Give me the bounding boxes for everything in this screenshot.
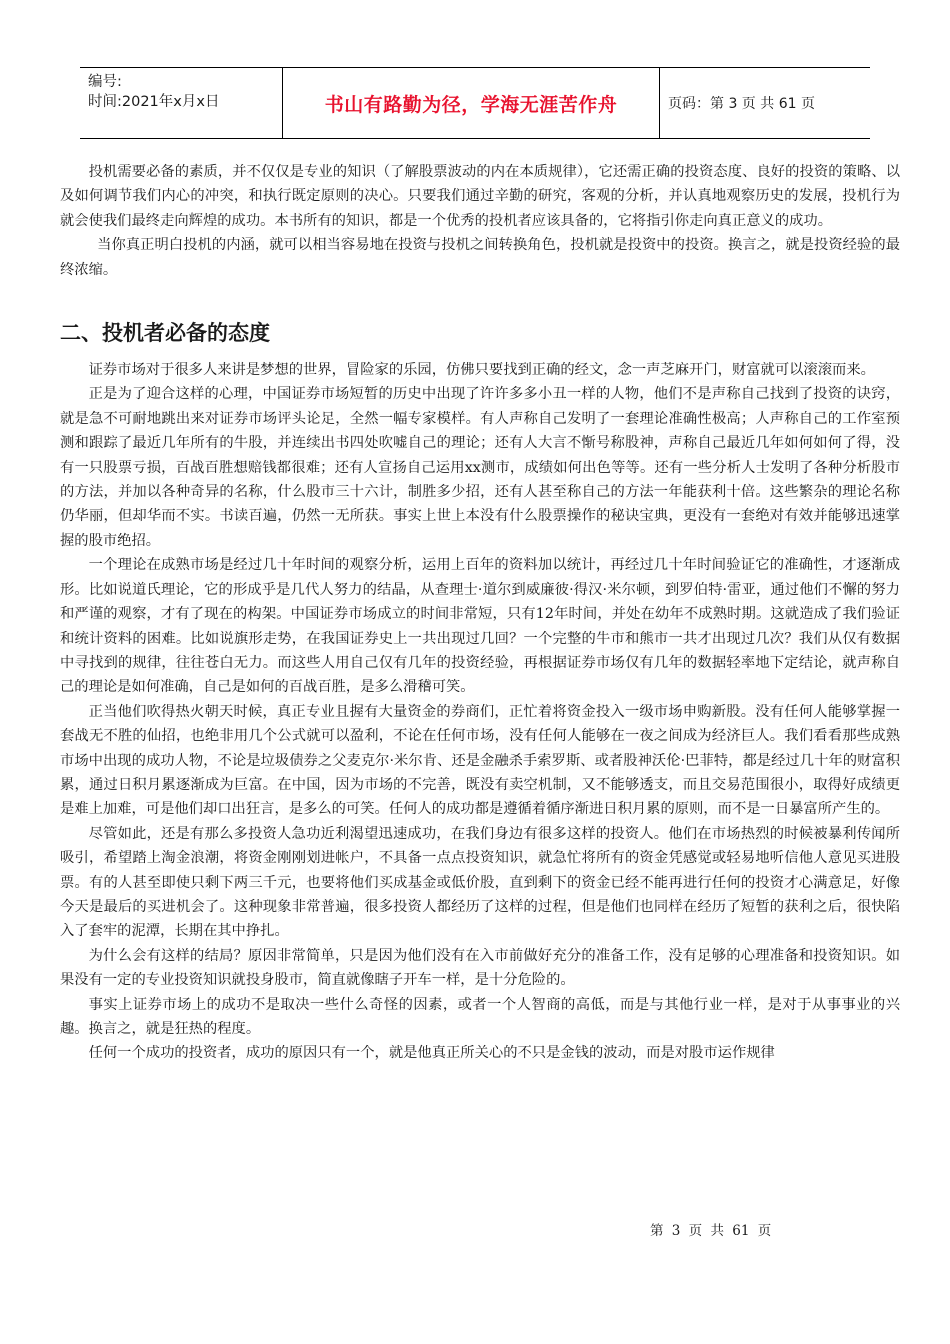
document-number-label: 编号: (88, 74, 122, 90)
paragraph: 当你真正明白投机的内涵，就可以相当容易地在投资与投机之间转换角色，投机就是投资中的投资。换言之，就是投资经验的最终浓缩。 (60, 237, 900, 278)
section-heading: 二、投机者必备的态度 (60, 321, 270, 346)
paragraph: 投机需要必备的素质，并不仅仅是专业的知识（了解股票波动的内在本质规律），它还需正确的投资态度、良好的投资的策略、以及如何调节我们内心的冲突，和执行既定原则的决心。只要我们通过辛勤的研究，客观的分析，并认真地观察历史的发展，投机行为就会使我们最终走向辉煌的成功。本书所有的知识，都是一个优秀的投机者应该具备的，它将指引你走向真正意义的成功。 (60, 164, 900, 229)
paragraph: 正当他们吹得热火朝天时候，真正专业且握有大量资金的券商们，正忙着将资金投入一级市场申购新股。没有任何人能够掌握一套战无不胜的仙招，也绝非用几个公式就可以盈利，不论在任何市场，没有任何人能够在一夜之间成为经济巨人。我们看看那些成熟市场中出现的成功人物，不论是垃圾债券之父麦克尔·米尔肯、还是金融杀手索罗斯、或者股神沃伦·巴菲特，都是经过几十年的财富积累，通过日积月累逐渐成为巨富。在中国，因为市场的不完善，既没有卖空机制，又不能够透支，而且交易范围很小，取得好成绩更是难上加难，可是他们却口出狂言，是多么的可笑。任何人的成功都是遵循着循序渐进日积月累的原则，而不是一日暴富所产生的。 (60, 703, 900, 818)
document-date-label: 时间:2021年x月x日 (88, 94, 220, 110)
paragraph: 为什么会有这样的结局？原因非常简单，只是因为他们没有在入市前做好充分的准备工作，没有足够的心理准备和投资知识。如果没有一定的专业投资知识就投身股市，简直就像瞎子开车一样，是十分危险的。 (60, 947, 900, 989)
header-meta (80, 68, 282, 138)
paragraph: 正是为了迎合这样的心理，中国证券市场短暂的历史中出现了许许多多小丑一样的人物，他们不是声称自己找到了投资的诀窍，就是急不可耐地跳出来对证券市场评头论足，全然一幅专家模样。有人声称自己发明了一套理论准确性极高；人声称自己的工作室预测和跟踪了最近几年所有的牛股，并连续出书四处吹嘘自己的理论；还有人大言不惭号称股神，声称自己最近几年如何如何了得，没有一只股票亏损，百战百胜想赔钱都很难；还有人宣扬自己运用xx测市，成绩如何出色等等。还有一些分析人士发明了各种分析股市的方法，并加以各种奇异的名称，什么股市三十六计，制胜多少招，还有人甚至称自己的方法一年能获利十倍。这些繁杂的理论名称仍华丽，但却华而不实。书读百遍，仍然一无所获。事实上世上本没有什么股票操作的秘诀宝典，更没有一套绝对有效并能够迅速掌握的股市绝招。 (60, 386, 900, 549)
paragraph: 尽管如此，还是有那么多投资人急功近利渴望迅速成功，在我们身边有很多这样的投资人。他们在市场热烈的时候被暴利传闻所吸引，希望踏上淘金浪潮，将资金刚刚划进帐户，不具备一点点投资知识，就急忙将所有的资金凭感觉或轻易地听信他人意见买进股票。有的人甚至即使只剩下两三千元，也要将他们买成基金或低价股，直到剩下的资金已经不能再进行任何的投资才心满意足，好像今天是最后的买进机会了。这种现象非常普遍，很多投资人都经历了这样的过程，但是他们也同样在经历了短暂的获利之后，很快陷入了套牢的泥潭，长期在其中挣扎。 (60, 825, 900, 940)
paragraph: 一个理论在成熟市场是经过几十年时间的观察分析，运用上百年的资料加以统计，再经过几十年时间验证它的准确性，才逐渐成形。比如说道氏理论，它的形成乎是几代人努力的结晶，从查理士·道尔到威廉彼·得汉·米尔顿，到罗伯特·雷亚，通过他们不懈的努力和严谨的观察，才有了现在的构架。中国证券市场成立的时间非常短，只有12年时间，并处在幼年不成熟时期。这就造成了我们验证和统计资料的困难。比如说旗形走势，在我国证券史上一共出现过几回？一个完整的牛市和熊市一共才出现过几次？我们从仅有数据中寻找到的规律，往往苍白无力。而这些人用自己仅有几年的投资经验，再根据证券市场仅有几年的数据轻率地下定结论，就声称自己的理论是如何准确，自己是如何的百战百胜，是多么滑稽可笑。 (60, 557, 900, 696)
document-body (60, 160, 900, 1066)
paragraph: 任何一个成功的投资者，成功的原因只有一个，就是他真正所关心的不只是金钱的波动，而是对股市运作规律 (88, 1045, 775, 1062)
paragraph: 证券市场对于很多人来讲是梦想的世界，冒险家的乐园，仿佛只要找到正确的经文，念一声芝麻开门，财富就可以滚滚而来。 (88, 362, 875, 379)
header-motto: 书山有路勤为径，学海无涯苦作舟 (282, 68, 660, 138)
header-page-info: 页码：第 3 页 共 61 页 (668, 96, 815, 112)
paragraph: 事实上证券市场上的成功不是取决一些什么奇怪的因素，或者一个人智商的高低，而是与其他行业一样，是对于从事事业的兴趣。换言之，就是狂热的程度。 (60, 996, 900, 1037)
page-footer: 第 3 页 共 61 页 (650, 1223, 772, 1239)
page-header (80, 67, 870, 139)
